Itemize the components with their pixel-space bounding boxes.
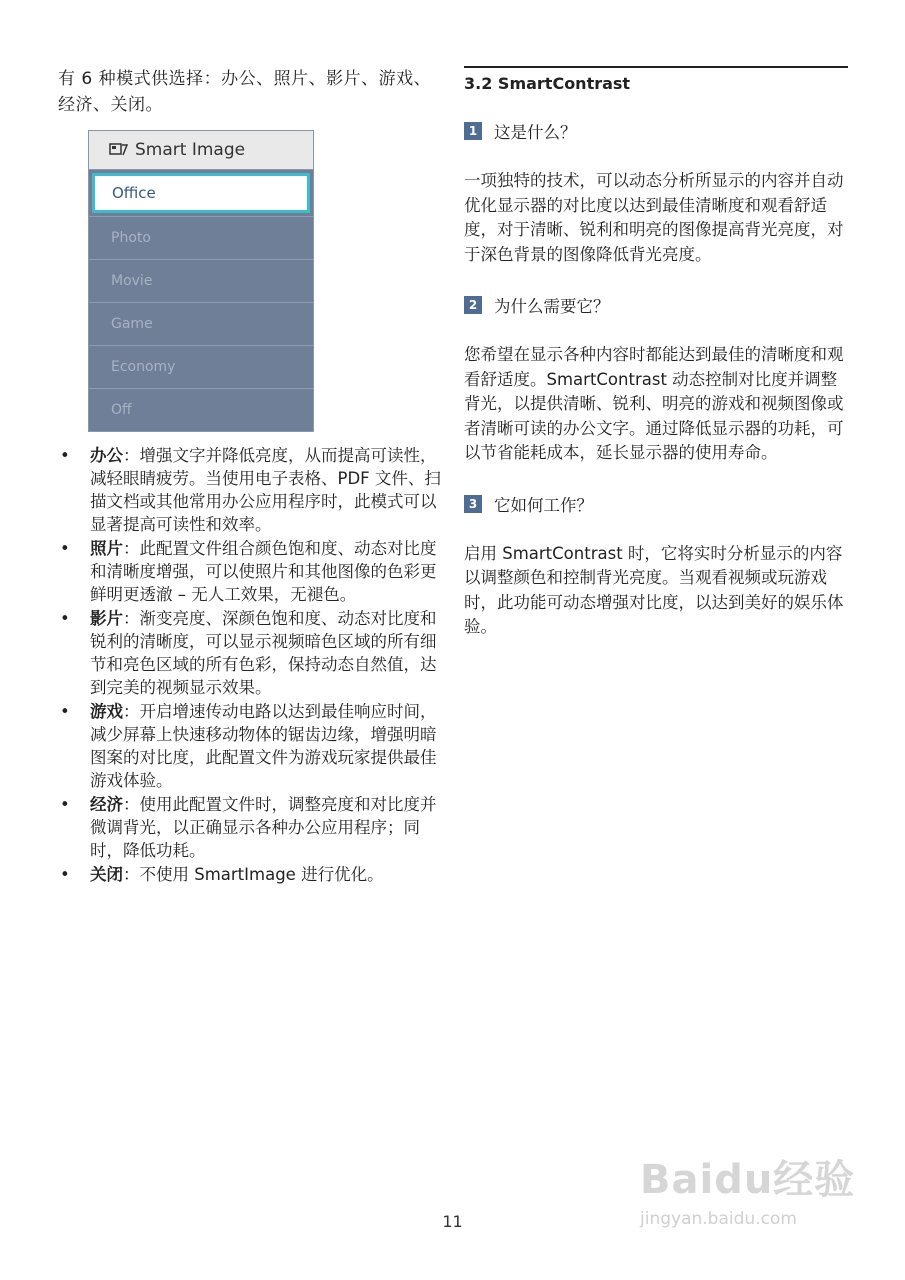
bullet-icon: • (60, 609, 70, 628)
mode-term: 关闭 (90, 865, 123, 884)
mode-description: 使用此配置文件时，调整亮度和对比度并微调背光，以正确显示各种办公应用程序；同时，降低功耗。 (90, 795, 437, 860)
osd-item-movie[interactable]: Movie (89, 259, 313, 302)
subsection-text: 您希望在显示各种内容时都能达到最佳的清晰度和观看舒适度。SmartContrast 动态控制对比度并调整背光，以提供清晰、锐利、明亮的游戏和视频图像或者清晰可读的办公文字。通过降低显示器的功耗，可以节省能耗成本，延长显示器的使用寿命。 (464, 345, 844, 462)
list-item (58, 863, 444, 886)
list-item (58, 607, 444, 699)
mode-description: 渐变亮度、深颜色饱和度、动态对比度和锐利的清晰度，可以显示视频暗色区域的所有细节和亮色区域的所有色彩，保持动态自然值，达到完美的视频显示效果。 (90, 609, 437, 697)
list-item (58, 537, 444, 606)
subsection-title: 为什么需要它？ (494, 297, 610, 316)
osd-item-off[interactable]: Off (89, 388, 313, 431)
mode-term: 影片 (90, 609, 123, 628)
subsection-heading-1 (464, 119, 848, 143)
mode-term: 照片 (90, 539, 123, 558)
watermark-logo: Baidu经验 (640, 1157, 856, 1203)
list-item (58, 793, 444, 862)
smart-image-menu (88, 130, 314, 432)
term-separator: ： (123, 795, 140, 814)
list-item (58, 700, 444, 792)
smart-image-menu-title: Smart Image (135, 140, 246, 160)
osd-item-game[interactable]: Game (89, 302, 313, 345)
bullet-icon: • (60, 702, 70, 721)
list-item (58, 444, 444, 536)
mode-description: 不使用 SmartImage 进行优化。 (139, 865, 384, 884)
bullet-icon: • (60, 446, 70, 465)
watermark-url: jingyan.baidu.com (640, 1209, 797, 1229)
term-separator: ： (123, 446, 140, 465)
osd-item-office[interactable]: Office (92, 173, 310, 213)
smart-image-menu-header (89, 131, 313, 170)
mode-term: 办公 (90, 446, 123, 465)
term-separator: ： (123, 865, 140, 884)
bullet-icon: • (60, 795, 70, 814)
osd-item-economy[interactable]: Economy (89, 345, 313, 388)
smart-image-logo-icon (109, 143, 129, 157)
bullet-icon: • (60, 865, 70, 884)
subsection-title: 它如何工作？ (494, 495, 593, 515)
osd-item-photo[interactable]: Photo (89, 216, 313, 259)
section-title: 3.2 SmartContrast (464, 66, 848, 93)
mode-description: 开启增速传动电路以达到最佳响应时间，减少屏幕上快速移动物体的锯齿边缘，增强明暗图案的对比度，此配置文件为游戏玩家提供最佳游戏体验。 (90, 702, 437, 790)
intro-text: 有 6 种模式供选择：办公、照片、影片、游戏、经济、关闭。 (58, 69, 432, 115)
left-column (58, 66, 444, 887)
mode-description: 增强文字并降低亮度，从而提高可读性，减轻眼睛疲劳。当使用电子表格、PDF 文件、扫描文档或其他常用办公应用程序时，此模式可以显著提高可读性和效率。 (90, 446, 441, 534)
bullet-icon: • (60, 539, 70, 558)
number-badge: 2 (464, 296, 482, 314)
watermark (640, 1148, 860, 1258)
mode-list (58, 444, 444, 886)
number-badge: 3 (464, 495, 482, 513)
term-separator: ： (123, 609, 140, 628)
subsection-text: 一项独特的技术，可以动态分析所显示的内容并自动优化显示器的对比度以达到最佳清晰度和观看舒适度，对于清晰、锐利和明亮的图像提高背光亮度，对于深色背景的图像降低背光亮度。 (464, 171, 844, 264)
page-number: 11 (442, 1212, 463, 1231)
right-column (464, 66, 848, 640)
mode-description: 此配置文件组合颜色饱和度、动态对比度和清晰度增强，可以使照片和其他图像的色彩更鲜明更透澈 – 无人工效果，无褪色。 (90, 539, 437, 604)
number-badge: 1 (464, 122, 482, 140)
mode-term: 经济 (90, 795, 123, 814)
subsection-text: 启用 SmartContrast 时，它将实时分析显示的内容以调整颜色和控制背光亮度。当观看视频或玩游戏时，此功能可动态增强对比度，以达到美好的娱乐体验。 (464, 543, 844, 636)
subsection-heading-3 (464, 492, 848, 516)
subsection-heading-2 (464, 293, 848, 317)
term-separator: ： (123, 539, 140, 558)
mode-term: 游戏 (90, 702, 123, 721)
term-separator: ： (123, 702, 140, 721)
subsection-title: 这是什么？ (494, 123, 577, 142)
